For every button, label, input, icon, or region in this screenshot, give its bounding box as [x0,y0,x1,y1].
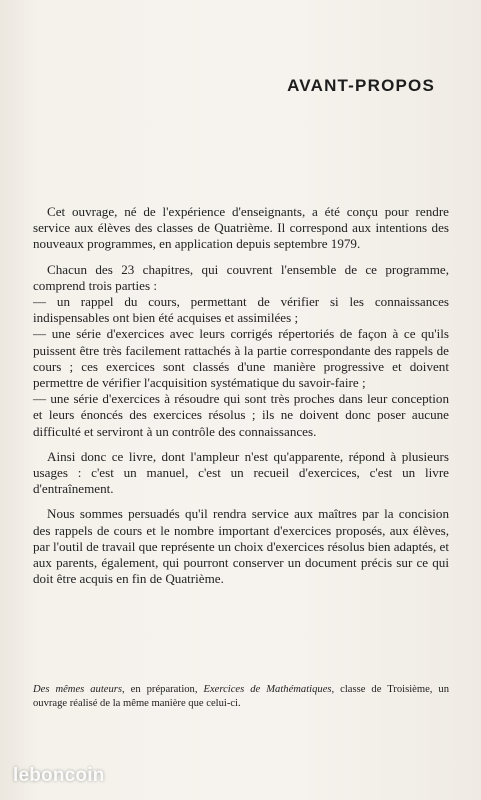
paragraph-2-intro: Chacun des 23 chapitres, qui couvrent l'ensemble de ce programme, comprend trois parties : [33,261,449,293]
paragraph-4: Nous sommes persuadés qu'il rendra service aux maîtres par la concision des rappels de cours et le nombre important d'exercices proposés, aux élèves, par l'outil de travail que représente un choix d'exercices résolus bien adaptés, et aux parents, également, qui pourront conserver un document précis sur ce qui doit être acquis en fin de Quatrième. [33,506,449,587]
footnote [33,683,449,711]
footnote-text: , en préparation, [122,684,204,695]
page-heading: AVANT-PROPOS [287,76,435,95]
parts-list [33,294,449,440]
paragraph-3: Ainsi donc ce livre, dont l'ampleur n'est qu'apparente, répond à plusieurs usages : c'est un manuel, c'est un recueil d'exercices, c'est un livre d'entraînement. [33,448,449,497]
list-item: — une série d'exercices avec leurs corrigés répertoriés de façon à ce qu'ils puissent être très facilement rattachés à la partie correspondante des rappels de cours ; ces exercices sont classés d'une manière progressive et doivent permettre de vérifier l'acquisition systématique du savoir-faire ; [33,326,449,391]
footnote-authors: Des mêmes auteurs [33,684,123,695]
list-item: — un rappel du cours, permettant de vérifier si les connaissances indispensables ont bien été acquises et assimilées ; [33,294,449,326]
footnote-text-end: , classe de Troisième, un ouvrage réalisé de la même manière que celui-ci. [33,684,449,709]
foreword-body [33,204,449,596]
paragraph-1: Cet ouvrage, né de l'expérience d'enseignants, a été conçu pour rendre service aux élèves des classes de Quatrième. Il correspond aux intentions des nouveaux programmes, en application depuis septembre 1979. [33,204,449,252]
list-item: — une série d'exercices à résoudre qui sont très proches dans leur conception et leurs énoncés des exercices résolus ; ils ne doivent donc poser aucune difficulté et serviront à un contrôle des connaissances. [33,391,449,439]
footnote-title: Exercices de Mathématiques [203,684,332,695]
watermark-logo: leboncoin [13,765,105,786]
